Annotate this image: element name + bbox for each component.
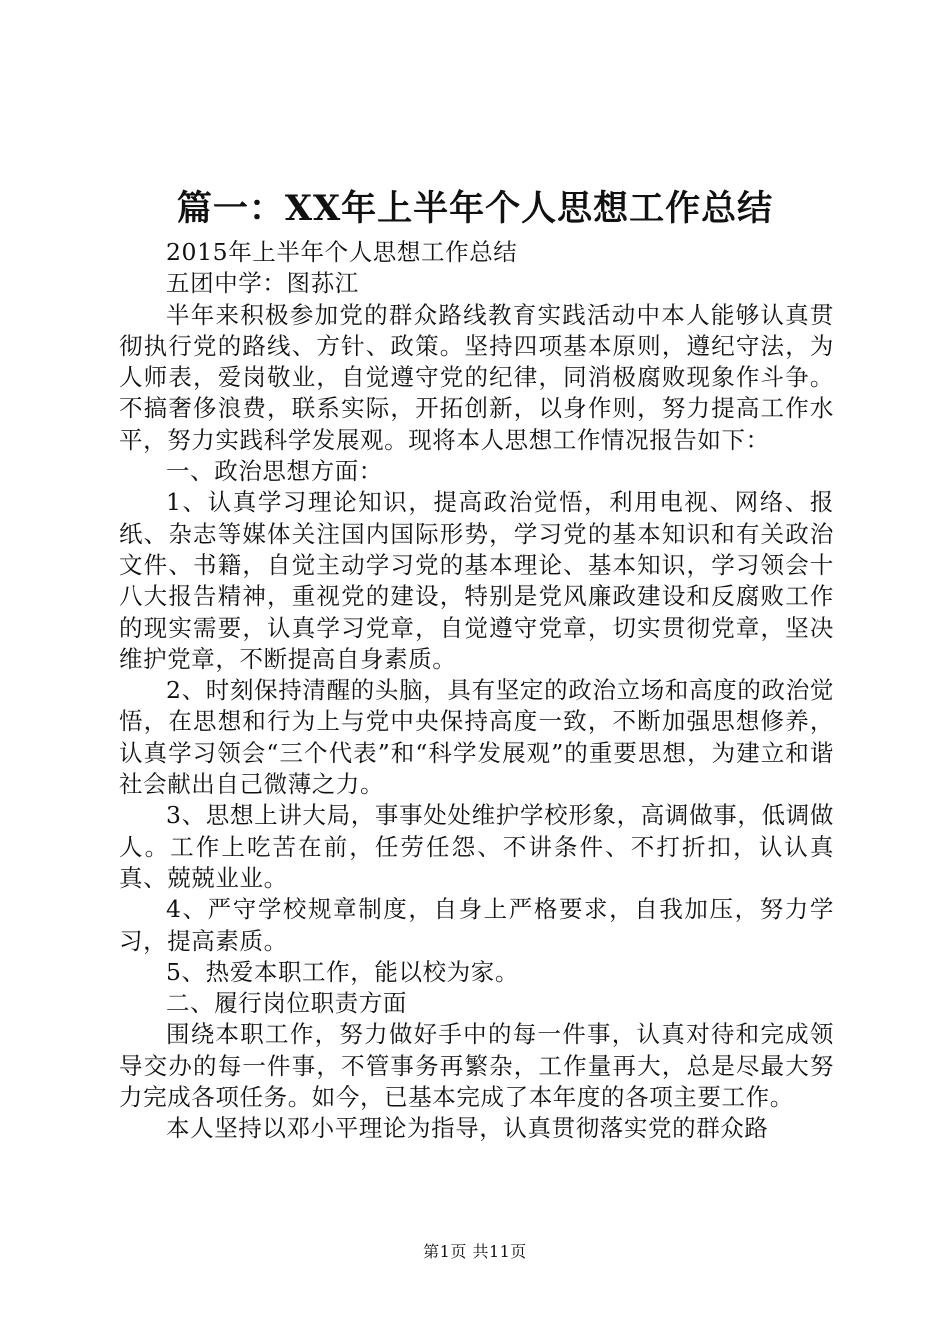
politics-item-5: 5、热爱本职工作，能以校为家。 <box>166 957 519 986</box>
subtitle-paragraph: 2015年上半年个人思想工作总结 <box>166 238 518 266</box>
politics-item-2: 2、时刻保持清醒的头脑，具有坚定的政治立场和高度的政治觉悟，在思想和行为上与党中央保持高度一致，不断加强思想修养，认真学习领会“三个代表”和“科学发展观”的重要思想，为建立和谐社会献出自己微薄之力。 <box>119 676 834 799</box>
document-title: 篇一：XX年上半年个人思想工作总结 <box>176 188 774 229</box>
page-number-footer: 第1页 共11页 <box>423 1242 527 1261</box>
author-line: 五团中学：图荪江 <box>166 269 359 298</box>
politics-item-3: 3、思想上讲大局，事事处处维护学校形象，高调做事，低调做人。工作上吃苦在前，任劳任怨、不讲条件、不打折扣，认认真真、兢兢业业。 <box>119 801 834 892</box>
document-body <box>119 237 834 1145</box>
section-heading-duties: 二、履行岗位职责方面 <box>166 989 407 1018</box>
closing-paragraph: 本人坚持以邓小平理论为指导，认真贯彻落实党的群众路 <box>166 1114 769 1143</box>
duties-paragraph: 围绕本职工作，努力做好手中的每一件事，认真对待和完成领导交办的每一件事，不管事务再繁杂，工作量再大，总是尽最大努力完成各项任务。如今，已基本完成了本年度的各项主要工作。 <box>119 1020 834 1112</box>
intro-paragraph: 半年来积极参加党的群众路线教育实践活动中本人能够认真贯彻执行党的路线、方针、政策。坚持四项基本原则，遵纪守法，为人师表，爱岗敬业，自觉遵守党的纪律，同消极腐败现象作斗争。不搞奢侈浪费，联系实际，开拓创新，以身作则，努力提高工作水平，努力实践科学发展观。现将本人思想工作情况报告如下： <box>119 300 834 454</box>
politics-item-4: 4、严守学校规章制度，自身上严格要求，自我加压，努力学习，提高素质。 <box>119 895 834 955</box>
section-heading-politics: 一、政治思想方面： <box>166 457 383 486</box>
politics-item-1: 1、认真学习理论知识，提高政治觉悟，利用电视、网络、报纸、杂志等媒体关注国内国际形势，学习党的基本知识和有关政治文件、书籍，自觉主动学习党的基本理论、基本知识，学习领会十八大报告精神，重视党的建设，特别是党风廉政建设和反腐败工作的现实需要，认真学习党章，自觉遵守党章，切实贯彻党章，坚决维护党章，不断提高自身素质。 <box>119 488 834 673</box>
